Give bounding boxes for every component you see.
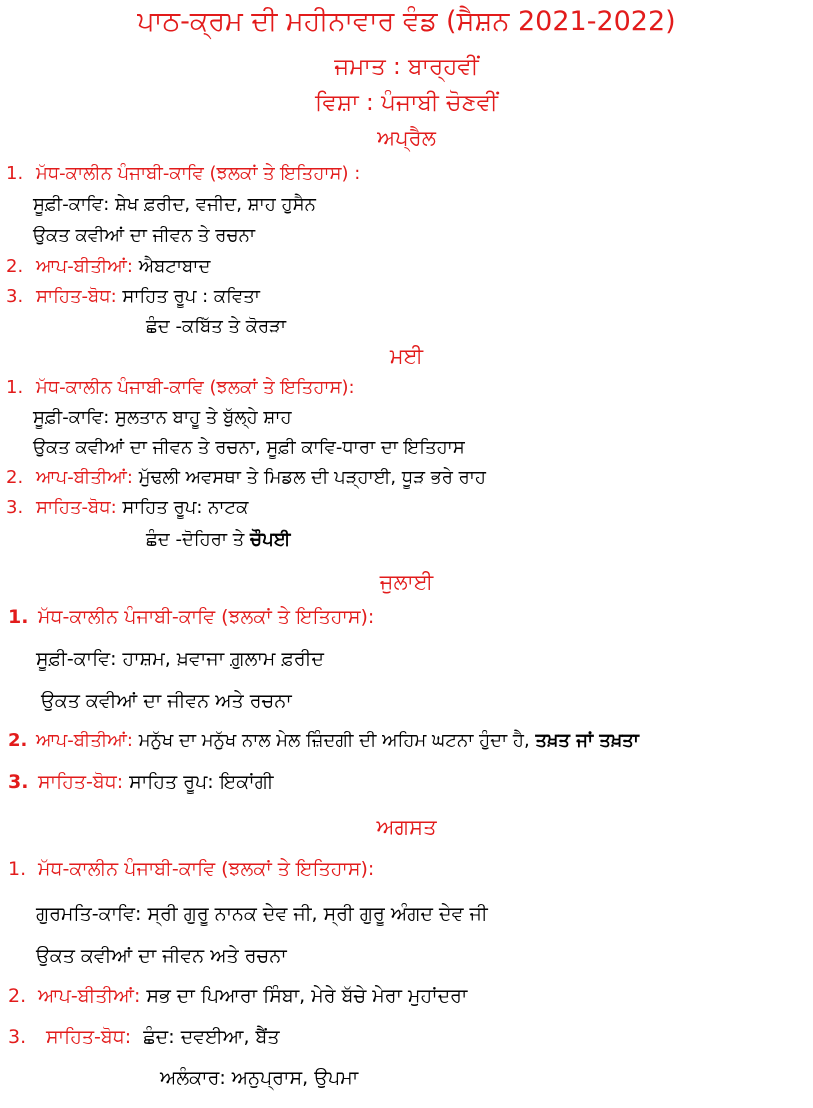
page-title: ਪਾਠ-ਕ੍ਰਮ ਦੀ ਮਹੀਨਾਵਾਰ ਵੰਡ (ਸੈਸ਼ਨ 2021-2022) [137,6,676,37]
month-heading-july: ਜੁਲਾਈ [379,570,434,594]
item-number: 1. [6,377,24,398]
subject-line: ਵਿਸ਼ਾ : ਪੰਜਾਬੀ ਚੋਣਵੀਂ [315,90,498,116]
list-item: ਸੂਫ਼ੀ-ਕਾਵਿ: ਸ਼ੇਖ ਫ਼ਰੀਦ, ਵਜੀਦ, ਸ਼ਾਹ ਹੁਸੈਨ [33,194,316,215]
item-label: ਆਪ-ਬੀਤੀਆਂ: [38,985,141,1007]
item-label: ਸਾਹਿਤ-ਬੋਧ: [46,1026,132,1048]
list-item: ਗੁਰਮਤਿ-ਕਾਵਿ: ਸ੍ਰੀ ਗੁਰੂ ਨਾਨਕ ਦੇਵ ਜੀ, ਸ੍ਰੀ ਗੁਰੂ ਅੰਗਦ ਦੇਵ ਜੀ [36,903,488,925]
item-text: ਸਭ ਦਾ ਪਿਆਰਾ ਸਿੰਬਾ, ਮੇਰੇ ਬੱਚੇ ਮੇਰਾ ਮੁਹਾਂਦਰਾ [146,985,468,1007]
item-text: ਸਾਹਿਤ ਰੂਪ : ਕਵਿਤਾ [122,286,260,307]
list-item: ਸੂਫ਼ੀ-ਕਾਵਿ: ਸੁਲਤਾਨ ਬਾਹੂ ਤੇ ਬੁੱਲ੍ਹੇ ਸ਼ਾਹ [33,407,292,428]
item-text: ਛੰਦ: ਦਵਈਆ, ਬੈਂਤ [143,1026,280,1048]
list-item [146,529,290,550]
item-text-bold: ਤਖ਼ਤ ਜਾਂ ਤਖ਼ਤਾ [535,730,639,751]
list-item: ਉਕਤ ਕਵੀਆਂ ਦਾ ਜੀਵਨ ਤੇ ਰਚਨਾ, ਸੂਫ਼ੀ ਕਾਵਿ-ਧਾਰਾ ਦਾ ਇਤਿਹਾਸ [33,437,465,458]
list-item: ਅਲੰਕਾਰ: ਅਨੁਪ੍ਰਾਸ, ਉਪਮਾ [160,1067,359,1089]
item-number: 1. [8,858,27,880]
item-label: ਮੱਧ-ਕਾਲੀਨ ਪੰਜਾਬੀ-ਕਾਵਿ (ਝਲਕਾਂ ਤੇ ਇਤਿਹਾਸ) : [36,163,361,184]
item-text: ਛੰਦ -ਦੋਹਿਰਾ ਤੇ [146,529,245,550]
item-label: ਆਪ-ਬੀਤੀਆਂ: [36,467,133,488]
list-item [6,286,260,307]
list-item [6,256,210,277]
item-label: ਮੱਧ-ਕਾਲੀਨ ਪੰਜਾਬੀ-ਕਾਵਿ (ਝਲਕਾਂ ਤੇ ਇਤਿਹਾਸ): [38,858,375,880]
item-text: ਸਾਹਿਤ ਰੂਪ: ਨਾਟਕ [122,497,249,518]
item-number: 1. [8,606,29,628]
item-text: ਮਨੁੱਖ ਦਾ ਮਨੁੱਖ ਨਾਲ ਮੇਲ ਜ਼ਿੰਦਗੀ ਦੀ ਅਹਿਮ ਘਟਨਾ ਹੁੰਦਾ ਹੈ, [138,730,530,751]
list-item [6,377,355,398]
item-label: ਸਾਹਿਤ-ਬੋਧ: [36,286,117,307]
item-number: 1. [6,163,24,184]
item-number: 2. [8,730,28,751]
list-item [8,985,467,1007]
month-heading-may: ਮਈ [389,344,424,368]
list-item [8,606,374,628]
item-label: ਆਪ-ਬੀਤੀਆਂ: [36,730,133,751]
list-item [8,1026,280,1048]
list-item: ਸੂਫ਼ੀ-ਕਾਵਿ: ਹਾਸ਼ਮ, ਖ਼ਵਾਜਾ ਗ਼ੁਲਾਮ ਫ਼ਰੀਦ [36,648,325,670]
list-item [6,467,486,488]
class-line: ਜਮਾਤ : ਬਾਰ੍ਹਵੀਂ [334,54,479,80]
list-item [8,858,374,880]
list-item: ਛੰਦ -ਕਬਿੱਤ ਤੇ ਕੋਰੜਾ [146,316,287,337]
item-number: 3. [8,1026,27,1048]
item-number: 3. [6,286,24,307]
list-item: ਉਕਤ ਕਵੀਆਂ ਦਾ ਜੀਵਨ ਅਤੇ ਰਚਨਾ [36,945,287,967]
item-text: ਮੁੱਢਲੀ ਅਵਸਥਾ ਤੇ ਮਿਡਲ ਦੀ ਪੜ੍ਹਾਈ, ਧੂੜ ਭਰੇ ਰਾਹ [138,467,486,488]
list-item [8,771,274,793]
item-number: 2. [6,256,24,277]
month-heading-april: ਅਪ੍ਰੈਲ [377,126,436,150]
item-text: ਐਬਟਾਬਾਦ [138,256,211,277]
list-item [6,497,248,518]
item-text-bold: ਚੌਪਈ [250,529,291,550]
item-number: 2. [8,985,27,1007]
item-label: ਆਪ-ਬੀਤੀਆਂ: [36,256,133,277]
month-heading-august: ਅਗਸਤ [376,815,437,839]
item-label: ਮੱਧ-ਕਾਲੀਨ ਪੰਜਾਬੀ-ਕਾਵਿ (ਝਲਕਾਂ ਤੇ ਇਤਿਹਾਸ): [38,606,375,628]
list-item: ਉਕਤ ਕਵੀਆਂ ਦਾ ਜੀਵਨ ਅਤੇ ਰਚਨਾ [41,690,292,712]
list-item [6,163,360,184]
item-label: ਸਾਹਿਤ-ਬੋਧ: [36,497,117,518]
item-label: ਮੱਧ-ਕਾਲੀਨ ਪੰਜਾਬੀ-ਕਾਵਿ (ਝਲਕਾਂ ਤੇ ਇਤਿਹਾਸ): [36,377,355,398]
list-item [8,730,639,751]
item-number: 3. [8,771,29,793]
item-label: ਸਾਹਿਤ-ਬੋਧ: [38,771,124,793]
item-text: ਸਾਹਿਤ ਰੂਪ: ਇਕਾਂਗੀ [129,771,274,793]
list-item: ਉਕਤ ਕਵੀਆਂ ਦਾ ਜੀਵਨ ਤੇ ਰਚਨਾ [33,225,255,246]
item-number: 2. [6,467,24,488]
item-number: 3. [6,497,24,518]
